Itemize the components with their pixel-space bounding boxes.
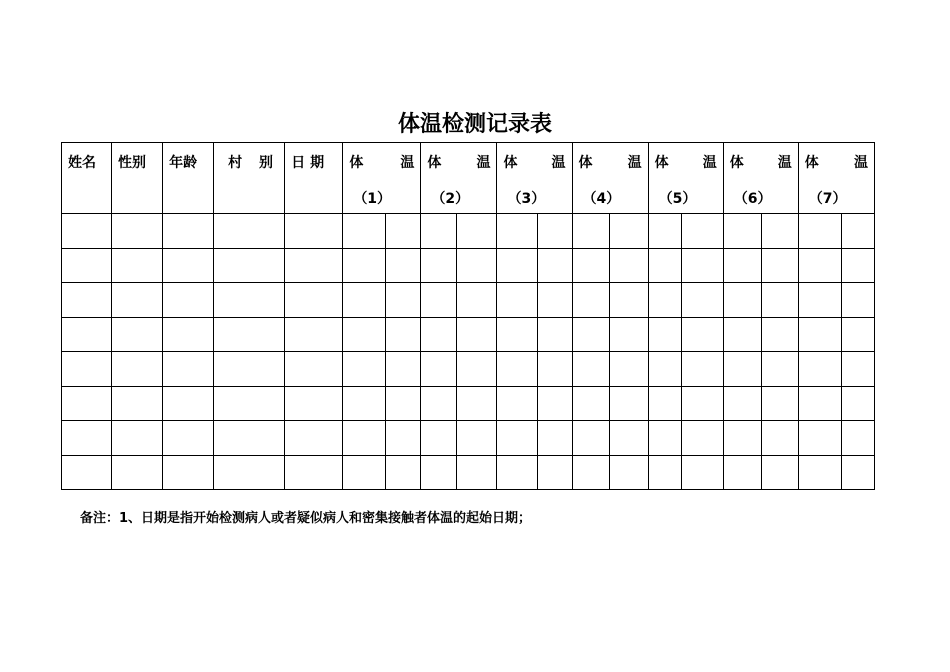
table-row [62, 214, 875, 249]
header-temperature-5: 体 温 （5） [648, 143, 723, 214]
table-cell[interactable] [343, 455, 386, 490]
table-cell[interactable] [343, 283, 386, 318]
table-cell[interactable] [285, 455, 343, 490]
header-name: 姓名 [62, 143, 112, 214]
table-cell[interactable] [723, 283, 761, 318]
table-cell[interactable] [457, 317, 497, 352]
table-cell[interactable] [609, 352, 648, 387]
table-cell[interactable] [62, 214, 112, 249]
table-cell[interactable] [537, 352, 572, 387]
table-cell[interactable] [609, 248, 648, 283]
table-cell[interactable] [386, 283, 421, 318]
table-cell[interactable] [421, 352, 457, 387]
table-cell[interactable] [285, 214, 343, 249]
table-cell[interactable] [421, 421, 457, 456]
table-cell[interactable] [681, 317, 723, 352]
table-cell[interactable] [572, 352, 609, 387]
table-cell[interactable] [163, 248, 214, 283]
table-cell[interactable] [572, 421, 609, 456]
table-cell[interactable] [214, 455, 285, 490]
table-cell[interactable] [112, 283, 163, 318]
table-cell[interactable] [798, 455, 841, 490]
table-cell[interactable] [457, 283, 497, 318]
table-cell[interactable] [723, 317, 761, 352]
table-cell[interactable] [761, 317, 798, 352]
table-cell[interactable] [841, 283, 874, 318]
table-cell[interactable] [537, 455, 572, 490]
table-cell[interactable] [214, 352, 285, 387]
table-cell[interactable] [681, 214, 723, 249]
table-cell[interactable] [798, 352, 841, 387]
table-cell[interactable] [761, 421, 798, 456]
table-cell[interactable] [841, 214, 874, 249]
table-cell[interactable] [62, 421, 112, 456]
header-gender: 性别 [112, 143, 163, 214]
table-cell[interactable] [497, 283, 537, 318]
table-cell[interactable] [761, 386, 798, 421]
header-row [62, 143, 875, 214]
table-cell[interactable] [343, 214, 386, 249]
table-cell[interactable] [609, 421, 648, 456]
table-cell[interactable] [343, 317, 386, 352]
table-cell[interactable] [648, 455, 681, 490]
header-temperature-6: 体 温 （6） [723, 143, 798, 214]
table-cell[interactable] [163, 352, 214, 387]
page-title: 体温检测记录表 [397, 112, 552, 137]
table-cell[interactable] [723, 214, 761, 249]
table-cell[interactable] [798, 283, 841, 318]
table-cell[interactable] [681, 421, 723, 456]
table-cell[interactable] [841, 317, 874, 352]
table-cell[interactable] [163, 283, 214, 318]
table-row [62, 317, 875, 352]
table-row [62, 352, 875, 387]
table-cell[interactable] [537, 421, 572, 456]
table-cell[interactable] [497, 317, 537, 352]
table-cell[interactable] [112, 317, 163, 352]
table-cell[interactable] [62, 455, 112, 490]
table-cell[interactable] [681, 283, 723, 318]
table-cell[interactable] [497, 421, 537, 456]
table-cell[interactable] [386, 455, 421, 490]
table-cell[interactable] [214, 386, 285, 421]
table-cell[interactable] [457, 248, 497, 283]
temperature-record-table [61, 142, 875, 490]
header-temperature-3: 体 温 （3） [497, 143, 572, 214]
table-body [62, 214, 875, 490]
table-cell[interactable] [648, 386, 681, 421]
table-cell[interactable] [343, 421, 386, 456]
table-cell[interactable] [285, 283, 343, 318]
table-cell[interactable] [457, 455, 497, 490]
table-cell[interactable] [343, 248, 386, 283]
table-cell[interactable] [572, 248, 609, 283]
table-cell[interactable] [62, 317, 112, 352]
table-cell[interactable] [497, 352, 537, 387]
table-cell[interactable] [572, 386, 609, 421]
table-cell[interactable] [163, 386, 214, 421]
table-row [62, 283, 875, 318]
table-cell[interactable] [761, 455, 798, 490]
table-cell[interactable] [572, 455, 609, 490]
header-temperature-7: 体 温 （7） [798, 143, 874, 214]
table-cell[interactable] [62, 352, 112, 387]
table-cell[interactable] [214, 214, 285, 249]
table-cell[interactable] [841, 352, 874, 387]
table-cell[interactable] [386, 421, 421, 456]
table-cell[interactable] [497, 248, 537, 283]
table-cell[interactable] [572, 317, 609, 352]
table-cell[interactable] [841, 455, 874, 490]
table-cell[interactable] [841, 248, 874, 283]
table-row [62, 455, 875, 490]
table-cell[interactable] [285, 352, 343, 387]
table-row [62, 248, 875, 283]
table-cell[interactable] [421, 248, 457, 283]
table-cell[interactable] [681, 455, 723, 490]
table-cell[interactable] [497, 386, 537, 421]
table-cell[interactable] [609, 386, 648, 421]
table-cell[interactable] [723, 248, 761, 283]
table-row [62, 421, 875, 456]
table-cell[interactable] [761, 248, 798, 283]
table-cell[interactable] [841, 421, 874, 456]
table-cell[interactable] [386, 386, 421, 421]
table-cell[interactable] [386, 248, 421, 283]
table-cell[interactable] [648, 283, 681, 318]
table-cell[interactable] [761, 352, 798, 387]
header-village: 村 别 [214, 143, 285, 214]
table-cell[interactable] [723, 455, 761, 490]
table-cell[interactable] [798, 214, 841, 249]
table-cell[interactable] [421, 455, 457, 490]
table-cell[interactable] [841, 386, 874, 421]
table-cell[interactable] [285, 421, 343, 456]
table-cell[interactable] [343, 386, 386, 421]
table-cell[interactable] [681, 386, 723, 421]
table-cell[interactable] [723, 352, 761, 387]
table-cell[interactable] [609, 317, 648, 352]
table-cell[interactable] [609, 455, 648, 490]
table-cell[interactable] [681, 352, 723, 387]
table-cell[interactable] [112, 248, 163, 283]
table-cell[interactable] [798, 248, 841, 283]
table-cell[interactable] [648, 214, 681, 249]
table-row [62, 386, 875, 421]
header-temperature-2: 体 温 （2） [421, 143, 497, 214]
table-cell[interactable] [798, 421, 841, 456]
table-cell[interactable] [648, 421, 681, 456]
table-cell[interactable] [386, 214, 421, 249]
table-cell[interactable] [761, 283, 798, 318]
table-cell[interactable] [343, 352, 386, 387]
table-cell[interactable] [457, 214, 497, 249]
table-cell[interactable] [421, 214, 457, 249]
table-cell[interactable] [163, 455, 214, 490]
footnote: 备注：1、日期是指开始检测病人或者疑似病人和密集接触者体温的起始日期； [80, 511, 532, 526]
table-cell[interactable] [214, 248, 285, 283]
table-cell[interactable] [214, 317, 285, 352]
table-cell[interactable] [572, 214, 609, 249]
table-cell[interactable] [112, 421, 163, 456]
table-cell[interactable] [609, 283, 648, 318]
table-cell[interactable] [798, 386, 841, 421]
table-cell[interactable] [648, 248, 681, 283]
table-cell[interactable] [285, 386, 343, 421]
table-cell[interactable] [681, 248, 723, 283]
table-cell[interactable] [537, 214, 572, 249]
table-cell[interactable] [537, 248, 572, 283]
table-cell[interactable] [798, 317, 841, 352]
table-cell[interactable] [761, 214, 798, 249]
table-cell[interactable] [497, 214, 537, 249]
table-cell[interactable] [112, 386, 163, 421]
table-cell[interactable] [609, 214, 648, 249]
table-cell[interactable] [457, 386, 497, 421]
table-cell[interactable] [62, 386, 112, 421]
table-cell[interactable] [723, 386, 761, 421]
table-cell[interactable] [163, 317, 214, 352]
table-cell[interactable] [421, 283, 457, 318]
table-cell[interactable] [386, 317, 421, 352]
table-cell[interactable] [214, 421, 285, 456]
table-cell[interactable] [285, 248, 343, 283]
table-cell[interactable] [214, 283, 285, 318]
table-cell[interactable] [112, 214, 163, 249]
table-cell[interactable] [537, 386, 572, 421]
table-cell[interactable] [163, 214, 214, 249]
table-cell[interactable] [112, 455, 163, 490]
table-cell[interactable] [62, 248, 112, 283]
table-cell[interactable] [648, 352, 681, 387]
table-cell[interactable] [285, 317, 343, 352]
table-cell[interactable] [723, 421, 761, 456]
table-cell[interactable] [62, 283, 112, 318]
table-cell[interactable] [112, 352, 163, 387]
table-cell[interactable] [537, 283, 572, 318]
table-cell[interactable] [572, 283, 609, 318]
table-cell[interactable] [537, 317, 572, 352]
table-cell[interactable] [421, 317, 457, 352]
header-age: 年龄 [163, 143, 214, 214]
table-cell[interactable] [648, 317, 681, 352]
header-temperature-4: 体 温 （4） [572, 143, 648, 214]
table-cell[interactable] [497, 455, 537, 490]
table-cell[interactable] [386, 352, 421, 387]
header-date: 日 期 [285, 143, 343, 214]
table-cell[interactable] [457, 352, 497, 387]
table-cell[interactable] [421, 386, 457, 421]
header-temperature-1: 体 温 （1） [343, 143, 421, 214]
table-cell[interactable] [163, 421, 214, 456]
table-cell[interactable] [457, 421, 497, 456]
